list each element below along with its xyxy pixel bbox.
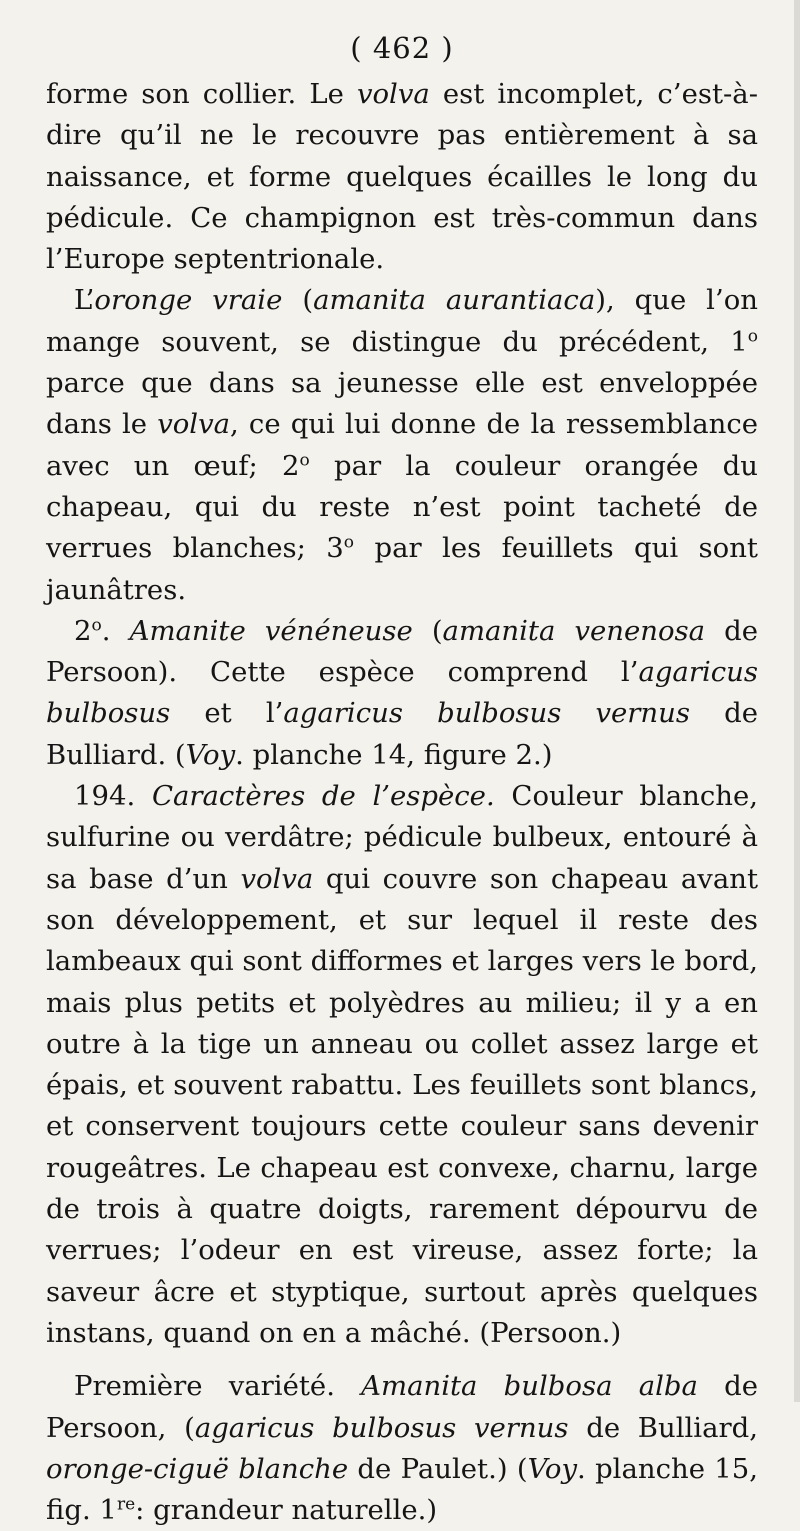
text-run: , ce qui lui donne de la ressemblance avec un œuf; 2 [46,408,758,482]
paragraph-oronge-vraie [46,280,758,610]
superscript-text: o [91,615,102,636]
text-run: de Bulliard. ( [46,697,758,771]
paragraph-caracteres-espece [46,776,758,1354]
page-edge-shadow [794,0,800,1402]
italic-text: agaricus bulbosus [46,656,758,730]
text-run: de Paulet.) ( [348,1452,528,1485]
text-run: forme son collier. Le [46,78,357,110]
text-run: : grandeur naturelle.) [135,1494,438,1527]
text-run: Première variété. [74,1370,362,1403]
superscript-text: o [747,326,758,347]
page-body-text [46,74,758,1531]
superscript-text: o [343,532,355,553]
italic-text: agaricus bulbosus vernus [194,1411,569,1444]
paragraph-collier [46,74,758,280]
italic-text: amanita aurantiaca [313,284,596,317]
text-run: ( [412,614,443,647]
text-run: de Bulliard, [568,1411,758,1444]
text-run: est incomplet, c’est-à-dire qu’il ne le recouvre pas entièrement à sa naissance, et forme quelques écailles le long du pédicule. Ce champignon est très-commun dans l’Europe septentrionale. [46,78,758,276]
page-number: ( 462 ) [350,31,454,65]
text-run: . planche 15, fig. 1 [46,1452,758,1527]
text-run: ), que l’on mange souvent, se distingue du précédent, 1 [46,284,758,358]
paragraph-amanite-veneneuse [46,611,758,776]
italic-text: volva [356,78,430,110]
text-run: Couleur blanche, sulfurine ou verdâtre; pédicule bulbeux, entouré à sa base d’un [46,780,758,895]
italic-text: volva [157,408,231,441]
text-run: de Persoon, ( [46,1370,758,1444]
text-run: par la couleur orangée du chapeau, qui du reste n’est point tacheté de verrues blanches; 3 [46,449,758,565]
text-run: qui couvre son chapeau avant son développement, et sur lequel il reste des lambeaux qui sont difformes et larges vers le bord, mais plus petits et polyèdres au milieu; il y a en outre à la tige un anneau ou collet assez large et épais, et souvent rabattu. Les feuillets sont blancs, et conservent toujours cette couleur sans devenir rougeâtres. Le chapeau est convexe, charnu, large de trois à quatre doigts, rarement dépourvu de verrues; l’odeur en est vireuse, assez forte; la saveur âcre et styptique, surtout après quelques instans, quand on en a mâché. (Persoon.) [46,862,758,1349]
italic-text: oronge vraie [94,284,283,317]
text-run: 2 [74,614,92,647]
paragraph-premiere-variete [46,1366,758,1531]
text-run: et l’ [170,697,284,730]
text-run: parce que dans sa jeunesse elle est enveloppée dans le [46,367,758,441]
italic-text: oronge-ciguë blanche [46,1452,349,1485]
text-run: de Persoon). Cette espèce comprend l’ [46,614,758,689]
italic-text: volva [240,862,314,895]
italic-text: Amanite vénéneuse [129,614,413,647]
text-run: L’ [74,284,95,317]
text-run: par les feuillets qui sont jaunâtres. [46,532,758,606]
italic-text: amanita venenosa [442,614,706,647]
text-run: 194. [74,780,152,813]
italic-text: agaricus bulbosus vernus [283,697,690,730]
italic-text: Amanita bulbosa alba [361,1370,698,1403]
italic-text: Voy [185,738,236,771]
text-run: . planche 14, figure 2.) [235,738,553,771]
italic-text: Voy [527,1452,578,1485]
text-run: ( [282,284,314,317]
italic-text: Caractères de l’espèce. [151,780,495,813]
superscript-text: re [116,1494,136,1515]
superscript-text: o [299,450,310,471]
text-run: . [101,614,130,647]
